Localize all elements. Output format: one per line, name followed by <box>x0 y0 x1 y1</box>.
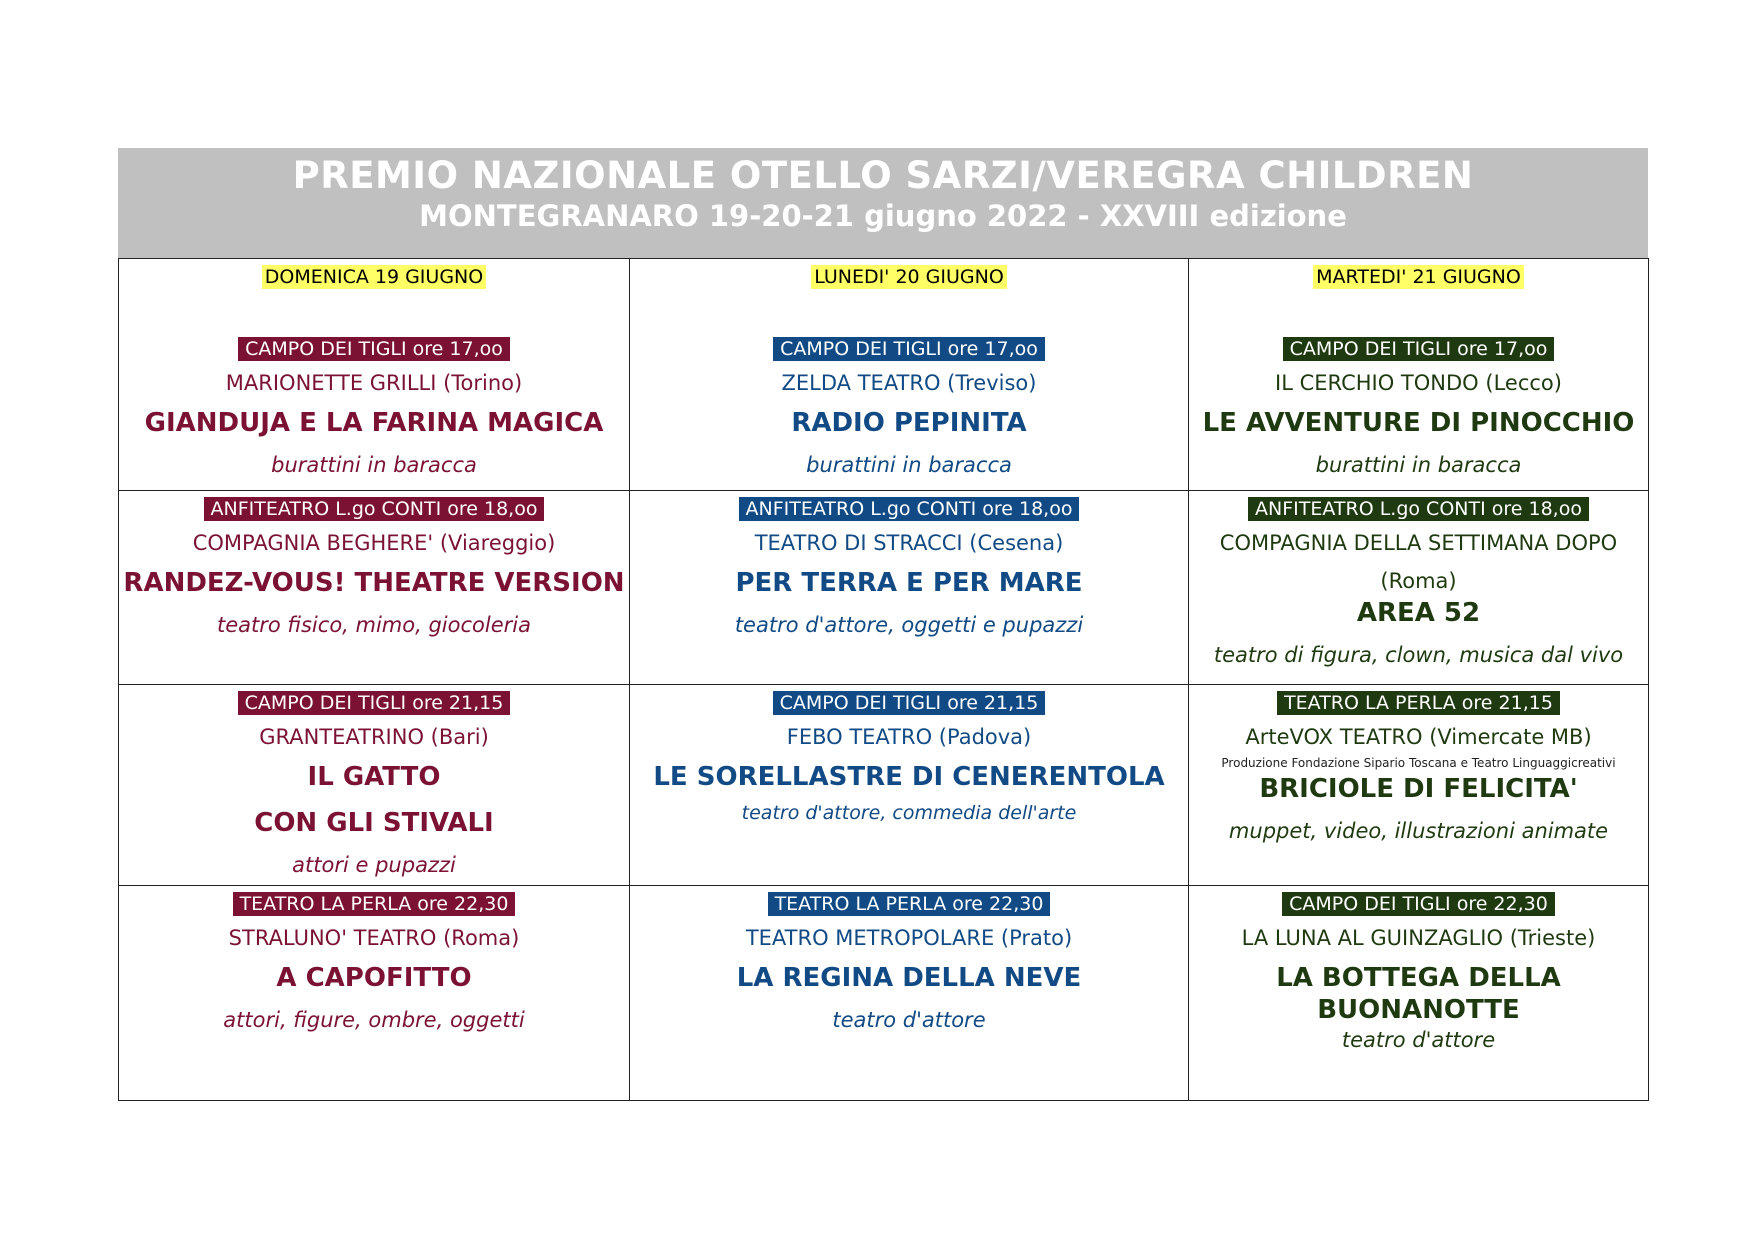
show-title: BRICIOLE DI FELICITA' <box>1259 774 1578 804</box>
show-genre: attori e pupazzi <box>292 853 456 877</box>
company-name: FEBO TEATRO (Padova) <box>786 725 1032 749</box>
show-title: GIANDUJA E LA FARINA MAGICA <box>144 408 604 438</box>
company-name: MARIONETTE GRILLI (Torino) <box>225 371 523 395</box>
show-genre: teatro d'attore, oggetti e pupazzi <box>734 613 1084 637</box>
company-name: STRALUNO' TEATRO (Roma) <box>228 926 520 950</box>
page-title: PREMIO NAZIONALE OTELLO SARZI/VEREGRA CHILDREN <box>292 154 1474 197</box>
show-genre: teatro d'attore <box>832 1008 986 1032</box>
venue-badge: CAMPO DEI TIGLI ore 17,oo <box>238 337 510 361</box>
venue-badge: CAMPO DEI TIGLI ore 21,15 <box>238 691 511 715</box>
production-note: Produzione Fondazione Sipario Toscana e Teatro Linguaggicreativi <box>1221 756 1616 770</box>
company-name: COMPAGNIA DELLA SETTIMANA DOPO <box>1219 531 1618 555</box>
venue-badge: ANFITEATRO L.go CONTI ore 18,oo <box>204 497 545 521</box>
company-name: ArteVOX TEATRO (Vimercate MB) <box>1245 725 1592 749</box>
company-name: IL CERCHIO TONDO (Lecco) <box>1275 371 1562 395</box>
company-name: GRANTEATRINO (Bari) <box>259 725 489 749</box>
event-cell <box>119 886 630 1101</box>
venue-badge: ANFITEATRO L.go CONTI ore 18,oo <box>1248 497 1589 521</box>
event-cell <box>630 886 1189 1101</box>
company-name: TEATRO METROPOLARE (Prato) <box>745 926 1073 950</box>
company-name: TEATRO DI STRACCI (Cesena) <box>754 531 1064 555</box>
show-title: RANDEZ-VOUS! THEATRE VERSION <box>123 568 625 598</box>
show-title: LA REGINA DELLA NEVE <box>736 963 1082 993</box>
event-cell <box>630 491 1189 685</box>
event-cell <box>630 259 1189 491</box>
show-title: LE SORELLASTRE DI CENERENTOLA <box>653 762 1165 792</box>
event-cell <box>1189 259 1649 491</box>
venue-badge: TEATRO LA PERLA ore 21,15 <box>1277 691 1560 715</box>
event-cell <box>119 491 630 685</box>
show-genre: teatro d'attore <box>1341 1028 1496 1052</box>
show-title: RADIO PEPINITA <box>791 408 1027 438</box>
show-genre: burattini in baracca <box>1315 453 1522 477</box>
show-genre: teatro di figura, clown, musica dal vivo <box>1213 643 1624 667</box>
schedule-table <box>118 258 1649 1101</box>
page-header <box>118 148 1648 258</box>
day-label-monday: LUNEDI' 20 GIUGNO <box>811 265 1007 289</box>
show-genre: teatro d'attore, commedia dell'arte <box>741 802 1077 824</box>
show-title-line-2: BUONANOTTE <box>1317 995 1520 1025</box>
company-name: LA LUNA AL GUINZAGLIO (Trieste) <box>1241 926 1596 950</box>
show-genre: burattini in baracca <box>806 453 1012 477</box>
company-name: ZELDA TEATRO (Treviso) <box>781 371 1037 395</box>
show-genre: teatro fisico, mimo, giocoleria <box>217 613 531 637</box>
day-label-tuesday: MARTEDI' 21 GIUGNO <box>1313 265 1524 289</box>
show-title-line-1: LA BOTTEGA DELLA <box>1276 963 1561 993</box>
event-cell <box>119 685 630 886</box>
show-genre: attori, figure, ombre, oggetti <box>223 1008 525 1032</box>
venue-badge: CAMPO DEI TIGLI ore 21,15 <box>773 691 1046 715</box>
venue-badge: CAMPO DEI TIGLI ore 17,oo <box>773 337 1045 361</box>
show-genre: muppet, video, illustrazioni animate <box>1228 819 1609 843</box>
event-cell <box>119 259 630 491</box>
company-name: COMPAGNIA BEGHERE' (Viareggio) <box>192 531 556 555</box>
show-title-line-2: CON GLI STIVALI <box>254 808 494 838</box>
event-cell <box>1189 491 1649 685</box>
event-cell <box>1189 685 1649 886</box>
venue-badge: ANFITEATRO L.go CONTI ore 18,oo <box>739 497 1080 521</box>
show-title: A CAPOFITTO <box>276 963 472 993</box>
page-subtitle: MONTEGRANARO 19-20-21 giugno 2022 - XXVIII edizione <box>419 199 1347 233</box>
show-title: AREA 52 <box>1356 598 1481 628</box>
company-city: (Roma) <box>1380 569 1457 593</box>
show-genre: burattini in baracca <box>271 453 477 477</box>
show-title: PER TERRA E PER MARE <box>735 568 1083 598</box>
venue-badge: CAMPO DEI TIGLI ore 17,oo <box>1283 337 1555 361</box>
show-title-line-1: IL GATTO <box>307 762 441 792</box>
schedule-row-3 <box>119 685 1649 886</box>
day-label-sunday: DOMENICA 19 GIUGNO <box>262 265 486 289</box>
schedule-row-1 <box>119 259 1649 491</box>
schedule-row-4 <box>119 886 1649 1101</box>
venue-badge: TEATRO LA PERLA ore 22,30 <box>768 892 1051 916</box>
show-title: LE AVVENTURE DI PINOCCHIO <box>1202 408 1635 438</box>
venue-badge: CAMPO DEI TIGLI ore 22,30 <box>1282 892 1555 916</box>
event-cell <box>1189 886 1649 1101</box>
venue-badge: TEATRO LA PERLA ore 22,30 <box>233 892 516 916</box>
schedule-row-2 <box>119 491 1649 685</box>
event-cell <box>630 685 1189 886</box>
